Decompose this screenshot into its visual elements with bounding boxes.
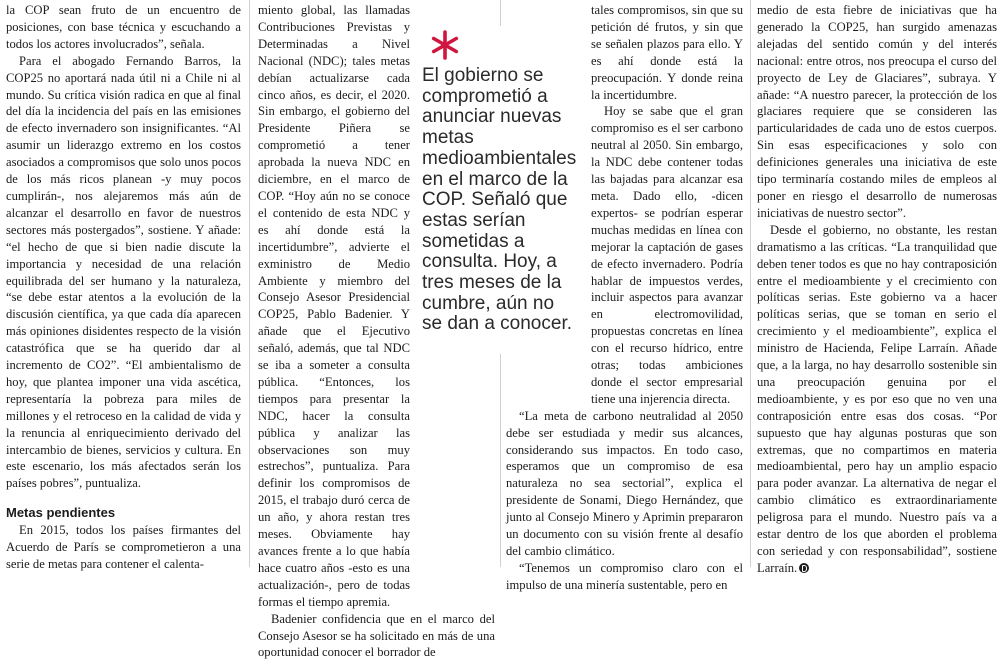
pull-quote bbox=[414, 26, 578, 354]
paragraph: “La meta de carbono neutralidad al 2050 debe ser estudiada y medir sus alcances, considerando sus impactos. En todo caso, esperamos que un compromiso de esa naturaleza no sea sectorial”, explica el presidente de Sonami, Diego Hernández, que junto al Consejo Minero y Aprimin prepararon un documento con su visión frente al desafío del cambio climático. bbox=[506, 408, 743, 558]
article-column-4 bbox=[757, 2, 997, 577]
paragraph: Hoy se sabe que el gran compromiso es el ser carbono neutral al 2050. Sin embargo, la NDC debe contener todas las bajadas para alcanzar esa meta. Dado ello, -dicen expertos- se podrían esperar muchas medidas en línea con mejorar la captación de gases de efecto invernadero. Podría hablar de impuestos verdes, incluir aspectos para avanzar en electromovilidad, propuestas concretas en línea con el recurso hídrico, entre otras; todas ambiciones donde el sector empresarial tiene una injerencia directa. bbox=[591, 104, 743, 406]
paragraph: tales compromisos, sin que su petición dé frutos, y sin que se señalen plazos para ello. Y es ahí donde está la preocupación. Y donde reina la incertidumbre. bbox=[591, 3, 743, 102]
paragraph bbox=[757, 222, 997, 577]
article-column-1 bbox=[6, 2, 241, 573]
paragraph: En 2015, todos los países firmantes del Acuerdo de París se comprometieron a una serie de metas para contener el calenta- bbox=[6, 523, 241, 572]
pull-quote-text: El gobierno se comprometió a anunciar nuevas metas medioambientales en el marco de la COP. Señaló que estas serían sometidas a consulta. Hoy, a tres meses de la cumbre, aún no se dan a conocer. bbox=[422, 65, 577, 335]
paragraph: la COP sean fruto de un encuentro de posiciones, con base técnica y escuchando a todos los actores involucrados”, señala. bbox=[6, 3, 241, 51]
paragraph: miento global, las llamadas Contribuciones Previstas y Determinadas a Nivel Nacional (NDC); tales metas debían actualizarse cada cinco años, es decir, el 2020. Sin embargo, el gobierno del Presidente Piñera se comprometió a tener aprobada la nueva NDC en diciembre, en el marco de COP. “Hoy aún no se conoce el contenido de esta NDC y es ahí donde está la incertidumbre”, advierte el exministro de Medio Ambiente y miembro del Consejo Asesor Presidencial COP25, Pablo Badenier. Y añade que el Ejecutivo señaló, además, que tal NDC se iba a someter a consulta pública. “Entonces, los tiempos para presentar la NDC, hacer la consulta pública y analizar las observaciones son muy estrechos”, puntualiza. Para definir los compromisos de 2015, el trabajo duró cerca de un año, y ahora restan tres meses. Obviamente hay avances frente a lo que había hace cuatro años -esto es una actualización-, pero de todas formas el tiempo apremia. bbox=[258, 3, 410, 609]
paragraph-text: Desde el gobierno, no obstante, les restan dramatismo a las críticas. “La tranquilidad que deben tener todos es que no hay contraposición entre el medioambiente y el crecimiento con políticas serias. Este gobierno va a hacer políticas serias, que se toman en serio el crecimiento y el medioambiente”, explica el ministro de Hacienda, Felipe Larraín. Añade que, a la larga, no hay desarrollo sostenible sin una preocupación genuina por el medioambiente, y es por eso que no ven una contraposición entre esas dos cosas. “Por supuesto que hay algunas posturas que son extremas, que no compartimos en materia medioambiental, pero hay un amplio espacio para poder avanzar. La alternativa de negar el cambio climático es extraordinariamente peligrosa para el mundo. Nuestro país va a estar dentro de los que aborden el problema con seriedad y con responsabilidad”, sostiene Larraín. bbox=[757, 222, 997, 575]
paragraph: “Tenemos un compromiso claro con el impulso de una minería sustentable, pero en bbox=[506, 560, 743, 592]
paragraph: Para el abogado Fernando Barros, la COP25 no aportará nada útil ni a Chile ni al mundo. Su crítica visión radica en que al final del día la incidencia del país en las emisiones de efecto invernadero son insignificantes. “Al asumir un liderazgo extremo en los costos asociados a compromisos que solo unos pocos de los más ricos planean -y muy pocos cumplirán-, nos alejaremos más aún de alcanzar el desarrollo en favor de nuestros sectores más postergados”, sostiene. Y añade: “el hecho de que si bien nadie discute la importancia y necesidad de una relación equilibrada del ser humano y la naturaleza, “se debe estar atentos a la evolución de la discusión científica, ya que cada día aparecen más opiniones disidentes respecto de la visión catastrófica que se ha querido dar al incremento de CO2”. “El ambientalismo de hoy, que plantea imponer una vida ascética, representaría la pobreza para miles de millones y el retroceso en la calidad de vida y la renuncia al enriquecimiento derivado del intercambio de bienes, servicios y cultura. En este escenario, los más afectados serán los países pobres”, puntualiza. bbox=[6, 53, 241, 491]
column-divider bbox=[249, 0, 250, 567]
column-divider bbox=[750, 0, 751, 567]
section-heading: Metas pendientes bbox=[6, 505, 116, 521]
paragraph: Badenier confidencia que en el marco del Consejo Asesor se ha solicitado en más de una oportunidad conocer el borrador de bbox=[258, 611, 495, 660]
asterisk-icon bbox=[430, 30, 460, 60]
end-mark-icon bbox=[799, 563, 809, 573]
paragraph: medio de esta fiebre de iniciativas que ha generado la COP25, han surgido amenazas alejadas del sentido común y del interés nacional: entre otros, nos preocupa el curso del proyecto de Ley de Glaciares”, subraya. Y añade: “A nuestro parecer, la protección de los glaciares requiere que se consideren las particularidades de cada uno de estos cuerpos. Sin esas especificaciones y solo con definiciones generales una iniciativa de este tipo terminaría costando miles de empleos al poner en riesgo el desarrollo de numerosas iniciativas de nuestro sector”. bbox=[757, 3, 997, 220]
